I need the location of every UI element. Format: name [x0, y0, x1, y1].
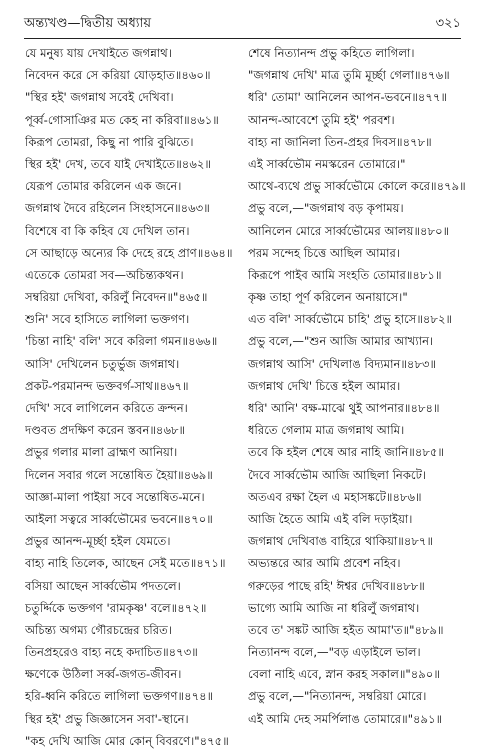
verse-line: কিরূপ তোমরা, কিছু না পারি বুঝিতে। — [25, 134, 194, 149]
right-verse-column — [248, 42, 466, 730]
verse-line: জগন্নাথ আসি' দেখিলাঙ বিদ্যমান॥৪৮৩॥ — [248, 356, 437, 371]
verse-line: এত বলি' সার্ব্বভৌমে চাহি' প্রভু হাসে॥৪৮২॥ — [248, 312, 453, 327]
verse-line: আজি হৈতে আমি এই বলি দড়াইয়া। — [248, 511, 413, 526]
verse-line: স্থির হই' দেখ, তবে যাই দেখাইতে॥৪৬২॥ — [25, 156, 211, 171]
verse-line: স্থির হই' প্রভু জিজ্ঞাসেন সবা'-স্থানে। — [25, 711, 189, 726]
verse-line: ধরি' আনি' বক্ষ-মাঝে থুই আপনার॥৪৮৪॥ — [248, 401, 440, 415]
verse-line: নিত্যানন্দ বলে,—"বড় এড়াইলে ভাল। — [248, 645, 421, 660]
verse-line: জগন্নাথ দেখি' চিত্তে হইল আমার। — [248, 378, 401, 393]
verse-line: বেলা নাহি এবে, স্নান করহ সকাল॥"৪৯০॥ — [248, 667, 440, 682]
verse-line: বাহ্য নাহি তিলেক, আছেন সেই মতে॥৪৭১॥ — [25, 556, 226, 571]
verse-line: হরি-ধ্বনি করিতে লাগিলা ভক্তগণ॥৪৭৪॥ — [25, 689, 214, 704]
verse-line: জগন্নাথ দেখিবাঙ বাহিরে থাকিয়া॥৪৮৭॥ — [248, 534, 434, 549]
verse-line: দণ্ডবত প্রদক্ষিণ করেন স্তবন॥৪৬৮॥ — [25, 423, 186, 438]
verse-line: আনিলেন মোরে সার্ব্বভৌমের আলয়॥৪৮০॥ — [248, 223, 450, 238]
verse-line: চতুর্দ্দিকে ভক্তগণ 'রামকৃষ্ণ' বলে॥৪৭২॥ — [25, 600, 207, 615]
verse-line: দেখি' সবে লাগিলেন করিতে ক্রন্দন। — [25, 401, 188, 415]
verse-line: আসি' দেখিলেন চতুর্ভুজ জগন্নাথ। — [25, 356, 180, 371]
verse-line: ভাগ্যে আমি আজি না ধরিলুঁ জগন্নাথ। — [248, 600, 420, 615]
verse-line: যেরূপ তোমার করিলেন এক জনে। — [25, 179, 182, 194]
verse-line: ধরিতে গেলাম মাত্র জগন্নাথ আমি। — [248, 423, 405, 438]
verse-line: কিরূপে পাইব আমি সংহতি তোমার॥৪৮১॥ — [248, 267, 442, 282]
header-rule — [24, 38, 461, 39]
verse-line: সে আছাড়ে অন্যের কি দেহে রহে প্রাণ॥৪৬৪॥ — [25, 245, 233, 260]
page-number: ৩২১ — [435, 16, 461, 31]
verse-line: বসিয়া আছেন সার্ব্বভৌম পদতলে। — [25, 578, 181, 593]
verse-line: 'চিন্তা নাহি' বলি' সবে করিলা গমন॥৪৬৬॥ — [25, 334, 218, 349]
verse-line: আথে-ব্যথে প্রভু সার্ব্বভৌমে কোলে করে॥৪৭৯॥ — [248, 179, 466, 194]
verse-line: প্রভুর গলার মালা ব্রাহ্মণ আনিয়া। — [25, 445, 178, 460]
verse-line: দিলেন সবার গলে সন্তোষিত হৈয়া॥৪৬৯॥ — [25, 467, 213, 482]
verse-line: শুনি' সবে হাসিতে লাগিলা ভক্তগণ। — [25, 312, 190, 327]
verse-line: প্রভু বলে,—"জগন্নাথ বড় কৃপাময়। — [248, 201, 404, 216]
verse-line: পরম সন্দেহ চিত্তে আছিল আমার। — [248, 245, 401, 260]
verse-line: অচিন্ত্য অগম্য গৌরচন্দ্রের চরিত। — [25, 622, 172, 637]
verse-line: প্রভুর আনন্দ-মূর্চ্ছা হইল যেমতে। — [25, 534, 171, 549]
verse-line: "স্থির হই' জগন্নাথ সবেই দেখিবা। — [25, 90, 174, 105]
verse-line: তবে কি হইল শেষে আর নাহি জানি॥৪৮৫॥ — [248, 445, 444, 460]
verse-line: জগন্নাথ দৈবে রহিলেন সিংহাসনে॥৪৬৩॥ — [25, 201, 210, 216]
verse-line: অভ্যন্তরে আর আমি প্রবেশ নহিব। — [248, 556, 401, 571]
verse-line: আনন্দ-আবেশে তুমি হই' পরবশ। — [248, 112, 395, 127]
verse-line: বিশেষে বা কি কহিব যে দেখিল তান। — [25, 223, 190, 238]
verse-line: ধরি' তোমা' আনিলেন আপন-ভবনে॥৪৭৭॥ — [248, 90, 448, 105]
left-verse-column — [25, 42, 243, 752]
verse-line: "জগন্নাথ দেখি' মাত্র তুমি মূর্চ্ছা গেলা॥৪৭৬॥ — [248, 68, 450, 83]
running-header — [24, 14, 461, 34]
verse-line: কৃষ্ণ তাহা পূর্ণ করিলেন অনায়াসে।" — [248, 290, 408, 305]
verse-line: এই আমি দেহ সমর্পিলাঙ তোমারে॥"৪৯১॥ — [248, 711, 443, 726]
chapter-heading: অন্ত্যখণ্ড—দ্বিতীয় অধ্যায় — [24, 16, 151, 31]
verse-line: গরুড়ের পাছে রহি' ঈশ্বর দেখিব॥৪৮৮॥ — [248, 578, 425, 593]
verse-line: নিবেদন করে সে করিয়া যোড়হাত॥৪৬০॥ — [25, 68, 211, 83]
verse-line: ক্ষণেকে উঠিলা সর্ব্ব-জগত-জীবন। — [25, 667, 182, 682]
verse-line: এতেকে তোমরা সব—অচিন্ত্যকথন। — [25, 267, 184, 282]
verse-line: শেষে নিত্যানন্দ প্রভু কহিতে লাগিলা। — [248, 46, 415, 60]
verse-line: যে মনুষ্য যায় দেখাইতে জগন্নাথ। — [25, 46, 172, 60]
verse-line: "কহ দেখি আজি মোর কোন্ বিবরণে।"৪৭৫॥ — [25, 733, 229, 748]
verse-line: অতএব রক্ষা হৈল এ মহাসঙ্কটে॥৪৮৬॥ — [248, 489, 422, 504]
verse-line: দৈবে সার্ব্বভৌম আজি আছিলা নিকটে। — [248, 467, 427, 482]
verse-line: তবে ত' সঙ্কট আজি হইত আমা'ত॥"৪৮৯॥ — [248, 622, 444, 637]
verse-line: সম্বরিয়া দেখিবা, করিলুঁ নিবেদন॥"৪৬৫॥ — [25, 290, 208, 305]
verse-line: পূর্ব্ব-গোসাঞির মত কেহ না করিবা॥৪৬১॥ — [25, 112, 219, 127]
verse-line: আইলা সত্বরে সার্ব্বভৌমের ভবনে॥৪৭০॥ — [25, 511, 213, 526]
verse-line: এই সার্ব্বভৌম নমস্করেন তোমারে।" — [248, 156, 406, 171]
verse-line: আজ্ঞা-মালা পাইয়া সবে সন্তোষিত-মনে। — [25, 489, 205, 504]
verse-line: প্রভু বলে,—"শুন আজি আমার আখ্যান। — [248, 334, 434, 349]
verse-line: প্রকট-পরমানন্দ ভক্তবর্গ-সাথ॥৪৬৭॥ — [25, 378, 189, 393]
verse-line: বাহ্য না জানিলা তিন-প্রহর দিবস॥৪৭৮॥ — [248, 134, 432, 149]
verse-line: তিনপ্রহরেও বাহ্য নহে কদাচিত॥৪৭৩॥ — [25, 645, 198, 660]
verse-line: প্রভু বলে,—"নিত্যানন্দ, সম্বরিয়া মোরে। — [248, 689, 427, 704]
